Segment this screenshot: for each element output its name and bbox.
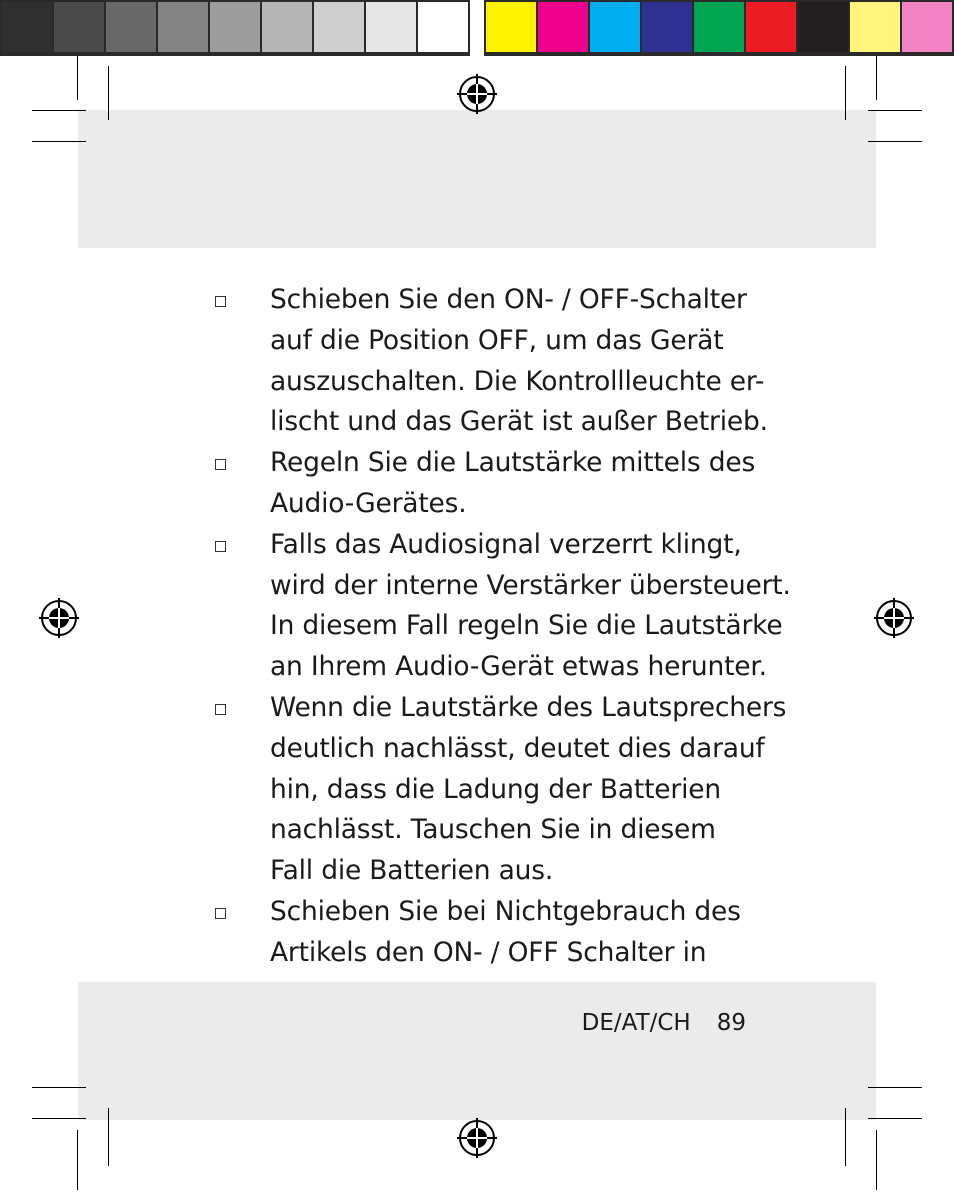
process-color-calibration-bar xyxy=(484,0,954,56)
crop-mark xyxy=(868,141,922,142)
list-item xyxy=(212,688,787,892)
color-swatch xyxy=(538,2,588,52)
checkbox-bullet-icon xyxy=(215,296,226,307)
checkbox-bullet-icon xyxy=(215,541,226,552)
text-line: deutlich nachlässt, deutet dies darauf xyxy=(270,732,765,764)
color-swatch xyxy=(798,2,848,52)
color-swatch xyxy=(850,2,900,52)
checkbox-bullet-icon xyxy=(215,704,226,715)
color-swatch xyxy=(746,2,796,52)
text-line: Audio-Gerätes. xyxy=(270,487,467,519)
bottom-gray-band xyxy=(78,982,876,1120)
color-swatch xyxy=(314,2,364,52)
checkbox-bullet-icon xyxy=(215,459,226,470)
region-label: DE/AT/CH xyxy=(581,1010,691,1036)
crop-mark xyxy=(32,1118,86,1119)
color-swatch xyxy=(366,2,416,52)
crop-mark xyxy=(876,56,877,100)
text-line: an Ihrem Audio-Gerät etwas herunter. xyxy=(270,651,767,683)
color-swatch xyxy=(486,2,536,52)
crop-mark xyxy=(32,1087,86,1088)
crop-mark xyxy=(108,66,109,120)
crop-mark xyxy=(868,1087,922,1088)
list-item-text xyxy=(270,688,787,892)
crop-mark xyxy=(32,110,86,111)
crop-mark xyxy=(868,110,922,111)
registration-mark-icon xyxy=(39,598,79,638)
list-item xyxy=(212,443,772,525)
list-item-text xyxy=(270,525,791,688)
instructions-list xyxy=(212,280,791,974)
crop-mark xyxy=(868,1118,922,1119)
crop-mark xyxy=(108,1108,109,1166)
registration-mark-icon xyxy=(457,74,497,114)
text-line: Schieben Sie bei Nichtgebrauch des xyxy=(270,895,741,927)
list-item xyxy=(212,280,772,443)
page-number: 89 xyxy=(716,1010,746,1036)
color-swatch xyxy=(418,2,468,52)
registration-mark-icon xyxy=(457,1118,497,1158)
crop-mark xyxy=(77,56,78,100)
text-line: Fall die Batterien aus. xyxy=(270,855,554,887)
text-line: nachlässt. Tauschen Sie in diesem xyxy=(270,814,716,846)
crop-mark xyxy=(876,1130,877,1190)
text-line: Schieben Sie den ON- / OFF-Schalter xyxy=(270,284,747,315)
text-line: Wenn die Lautstärke des Lautsprechers xyxy=(270,691,787,723)
crop-mark xyxy=(845,1108,846,1166)
color-swatch xyxy=(158,2,208,52)
page-footer xyxy=(582,1010,746,1036)
color-swatch xyxy=(642,2,692,52)
color-swatch xyxy=(54,2,104,52)
text-line: auf die Position OFF, um das Gerät xyxy=(270,324,724,356)
crop-mark xyxy=(77,1130,78,1190)
text-line: hin, dass die Ladung der Batterien xyxy=(270,773,721,805)
text-line: auszuschalten. Die Kontrollleuchte er- xyxy=(270,365,765,397)
checkbox-bullet-icon xyxy=(215,908,226,919)
text-line: lischt und das Gerät ist außer Betrieb. xyxy=(270,406,768,438)
grayscale-calibration-bar xyxy=(0,0,470,56)
list-item-text xyxy=(270,280,768,443)
color-swatch xyxy=(694,2,744,52)
list-item xyxy=(212,525,791,688)
color-swatch xyxy=(902,2,952,52)
text-line: Artikels den ON- / OFF Schalter in xyxy=(270,936,707,968)
registration-mark-icon xyxy=(874,598,914,638)
text-line: wird der interne Verstärker übersteuert. xyxy=(270,569,791,601)
list-item xyxy=(212,892,772,974)
top-gray-band xyxy=(78,110,876,248)
crop-mark xyxy=(32,141,86,142)
color-swatch xyxy=(210,2,260,52)
color-swatch xyxy=(590,2,640,52)
text-line: Falls das Audiosignal verzerrt klingt, xyxy=(270,528,742,560)
crop-mark xyxy=(845,66,846,120)
color-swatch xyxy=(2,2,52,52)
list-item-text xyxy=(270,443,756,525)
list-item-text xyxy=(270,892,750,974)
text-line: In diesem Fall regeln Sie die Lautstärke xyxy=(270,610,783,642)
text-line: Regeln Sie die Lautstärke mittels des xyxy=(270,447,756,479)
color-swatch xyxy=(106,2,156,52)
color-swatch xyxy=(262,2,312,52)
